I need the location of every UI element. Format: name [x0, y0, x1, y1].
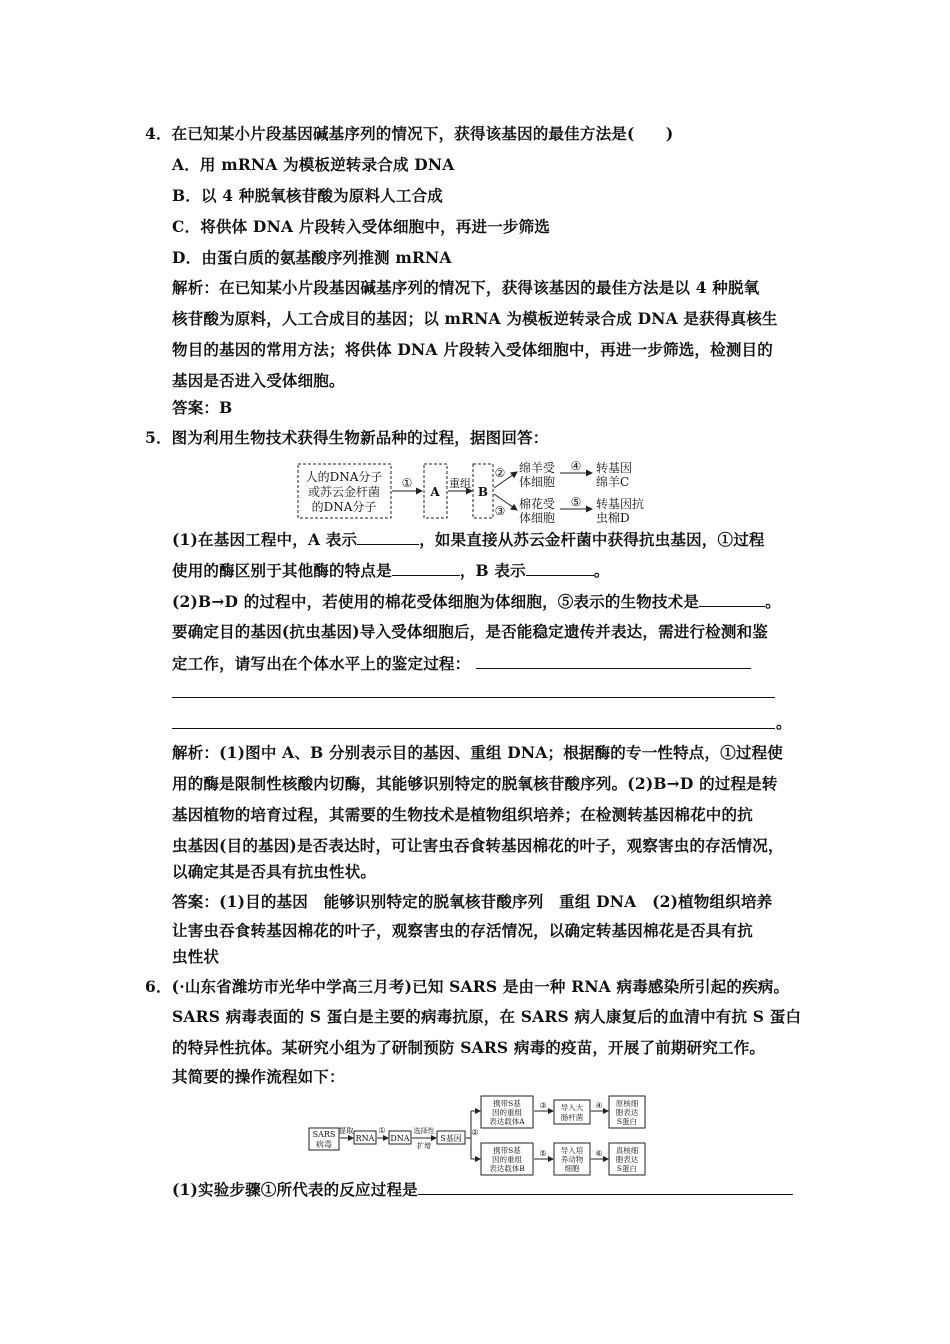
q6-vector-b: 携带S基 [493, 1146, 521, 1155]
q4-answer: 答案：B [172, 398, 233, 417]
q6-dna: DNA [390, 1134, 410, 1143]
q6-stem-line: 6．(·山东省潍坊市光华中学高三月考)已知 SARS 是由一种 RNA 病毒感染所引起的疾病。 [145, 977, 790, 996]
q5-answer-line: 虫性状 [172, 947, 220, 966]
q6-stem-line: 的特异性抗体。某研究小组为了研制预防 SARS 病毒的疫苗，开展了前期研究工作。 [172, 1038, 766, 1057]
q5-answer-line: 让害虫吞食转基因棉花的叶子，观察害虫的存活情况，以确定转基因棉花是否具有抗 [172, 921, 753, 940]
q5-source-label: 的DNA分子 [311, 500, 377, 514]
q6-flow-diagram [308, 1095, 653, 1177]
q5-node-a: A [430, 485, 440, 499]
q6-animal-cell: 养动物 [560, 1155, 584, 1164]
answer-blank[interactable] [699, 591, 765, 607]
q5-sub2-end: 。 [776, 713, 792, 732]
q6-vector-a: 因的重组 [492, 1108, 522, 1117]
q6-sars: SARS [312, 1130, 336, 1139]
q5-cotton-cell: 体细胞 [519, 511, 556, 525]
q4-analysis-line: 核苷酸为原料，人工合成目的基因；以 mRNA 为模板逆转录合成 DNA 是获得真核生 [172, 309, 778, 328]
q5-stem: 5．图为利用生物技术获得生物新品种的过程，据图回答： [145, 428, 549, 447]
q5-sub1-line: (1)在基因工程中，A 表示 ，如果直接从苏云金杆菌中获得抗虫基因，①过程 [172, 530, 765, 549]
q4-analysis-line: 解析：在已知某小片段基因碱基序列的情况下，获得该基因的最佳方法是以 4 种脱氧 [172, 278, 760, 297]
q6-vector-b: 表达载体B [489, 1164, 525, 1173]
q6-sub1-line: (1)实验步骤①所代表的反应过程是 [172, 1179, 793, 1200]
q6-select-label: 扩增 [417, 1142, 431, 1150]
q5-result-cotton: 转基因抗 [596, 497, 645, 511]
q6-prokaryote: S蛋白 [616, 1117, 638, 1126]
q5-node-b: B [477, 485, 489, 499]
q5-sheep-cell: 体细胞 [519, 475, 556, 489]
answer-blank[interactable] [418, 1179, 793, 1195]
q5-step5: ⑤ [570, 495, 582, 509]
q6-animal-cell: 细胞 [564, 1164, 580, 1173]
q6-stem-line: SARS 病毒表面的 S 蛋白是主要的病毒抗原，在 SARS 病人康复后的血清中有抗 S 蛋白 [172, 1007, 802, 1026]
q6-rna: RNA [355, 1134, 375, 1143]
q4-stem: 4．在已知某小片段基因碱基序列的情况下，获得该基因的最佳方法是( ) [145, 124, 674, 143]
answer-blank[interactable] [357, 529, 419, 545]
q5-sub2-line: 要确定目的基因(抗虫基因)导入受体细胞后，是否能稳定遗传并表达，需进行检测和鉴 [172, 622, 768, 641]
q5-sheep-cell: 绵羊受 [519, 461, 556, 475]
q6-vector-a: 携带S基 [493, 1099, 521, 1108]
q5-analysis-line: 基因植物的培育过程，其需要的生物技术是植物组织培养；在检测转基因棉花中的抗 [172, 805, 753, 824]
q6-ecoli: 导入大 [560, 1103, 584, 1112]
q4-option-a: A．用 mRNA 为模板逆转录合成 DNA [172, 155, 455, 174]
q5-source-label: 或苏云金杆菌 [307, 485, 381, 499]
answer-blank[interactable] [392, 560, 460, 576]
q5-analysis-line: 以确定其是否具有抗虫性状。 [172, 862, 377, 881]
q6-eukaryote: 胞表达 [615, 1155, 639, 1164]
q5-answer-line: 答案：(1)目的基因 能够识别特定的脱氧核苷酸序列 重组 DNA (2)植物组织培养 [172, 892, 773, 911]
answer-blank[interactable] [526, 560, 594, 576]
q4-option-d: D．由蛋白质的氨基酸序列推测 mRNA [172, 248, 452, 267]
q5-step4: ④ [570, 459, 582, 473]
q5-source-label: 人的DNA分子 [305, 470, 383, 484]
answer-blank[interactable] [476, 653, 751, 669]
q5-result-cotton: 虫棉D [596, 511, 630, 525]
q6-step3: ③ [539, 1101, 547, 1110]
q6-eukaryote: 真核细 [615, 1146, 639, 1155]
q6-extract-label: 提取 [338, 1126, 354, 1135]
q5-result-sheep: 绵羊C [596, 475, 630, 489]
q5-step1: ① [401, 476, 413, 490]
q5-analysis-line: 解析：(1)图中 A、B 分别表示目的基因、重组 DNA；根据酶的专一性特点，①过程使 [172, 743, 784, 762]
answer-line[interactable] [172, 728, 775, 729]
q6-step5: ⑤ [539, 1149, 547, 1158]
q5-sub2-line: 定工作，请写出在个体水平上的鉴定过程： [172, 653, 751, 674]
q6-ecoli: 肠杆菌 [560, 1113, 584, 1122]
q5-flow-diagram [297, 460, 657, 528]
q5-step2: ② [494, 466, 506, 480]
q5-sub1-line: 使用的酶区别于其他酶的特点是 ，B 表示 。 [172, 561, 610, 580]
q6-step6: ⑥ [595, 1149, 603, 1158]
q6-vector-b: 因的重组 [492, 1155, 522, 1164]
q6-animal-cell: 导入培 [560, 1146, 584, 1155]
q5-analysis-line: 虫基因(目的基因)是否表达时，可让害虫吞食转基因棉花的叶子，观察害虫的存活情况， [172, 836, 784, 855]
q6-sars: 病毒 [316, 1140, 332, 1149]
answer-line[interactable] [172, 697, 775, 698]
q6-s-gene: S基因 [440, 1134, 462, 1143]
q6-eukaryote: S蛋白 [616, 1164, 638, 1173]
q4-option-b: B．以 4 种脱氧核苷酸为原料人工合成 [172, 186, 443, 205]
q6-step1: ① [378, 1126, 386, 1135]
q6-step4: ④ [595, 1101, 603, 1110]
q6-prokaryote: 原核细 [615, 1099, 639, 1108]
q6-stem-line: 其简要的操作流程如下： [172, 1067, 345, 1086]
q5-result-sheep: 转基因 [596, 461, 633, 475]
q5-cotton-cell: 棉花受 [519, 497, 556, 511]
q5-sub2-line: (2)B→D 的过程中，若使用的棉花受体细胞为体细胞，⑤表示的生物技术是 。 [172, 592, 781, 611]
q5-analysis-line: 用的酶是限制性核酸内切酶，其能够识别特定的脱氧核苷酸序列。(2)B→D 的过程是转 [172, 774, 778, 793]
q6-vector-a: 表达载体A [489, 1117, 525, 1126]
q4-analysis-line: 物目的基因的常用方法；将供体 DNA 片段转入受体细胞中，再进一步筛选，检测目的 [172, 340, 773, 359]
q6-step2: ② [471, 1128, 479, 1137]
q4-analysis-line: 基因是否进入受体细胞。 [172, 371, 345, 390]
q4-option-c: C．将供体 DNA 片段转入受体细胞中，再进一步筛选 [172, 217, 550, 236]
q5-step3: ③ [494, 504, 506, 518]
q5-recombine-label: 重组 [449, 477, 471, 490]
q6-select-label: 选择性 [413, 1127, 435, 1135]
q6-prokaryote: 胞表达 [615, 1108, 639, 1117]
